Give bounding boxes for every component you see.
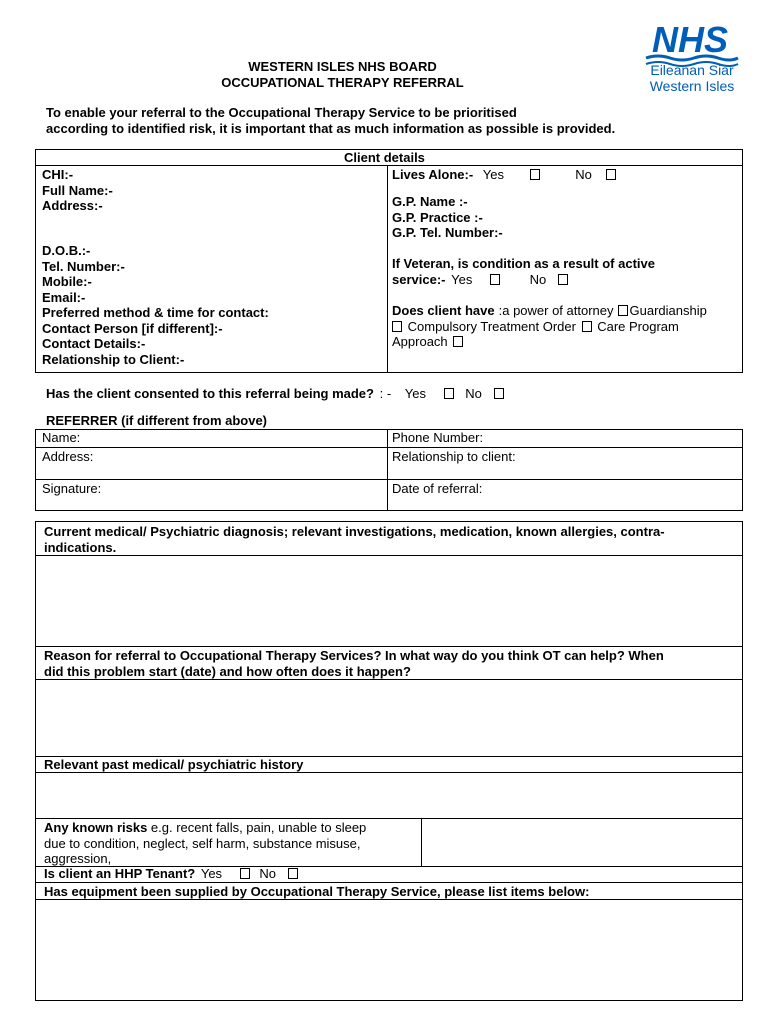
risks-line3: aggression, — [44, 851, 112, 866]
hhp-yes: Yes — [200, 866, 223, 881]
gp-name-label: G.P. Name :- — [392, 194, 468, 209]
gp-details — [392, 194, 503, 241]
diagnosis-line1: Current medical/ Psychiatric diagnosis; relevant investigations, medication, known allergies, contra- — [44, 524, 665, 539]
referrer-address-label: Address: — [42, 449, 94, 464]
client-left-column — [42, 167, 113, 214]
email-label: Email:- — [42, 289, 86, 305]
referrer-name-label: Name: — [42, 430, 81, 445]
chi-label: CHI:- — [42, 167, 74, 182]
consent-sep: : - — [379, 386, 392, 401]
mobile-label: Mobile:- — [42, 274, 92, 289]
preferred-contact-label: Preferred method & time for contact: — [42, 305, 269, 320]
hhp-row — [44, 866, 300, 882]
lives-alone-label: Lives Alone:- — [392, 167, 474, 182]
diagnosis-heading — [44, 524, 665, 555]
gp-practice-label: G.P. Practice :- — [392, 209, 483, 225]
consent-no: No — [465, 386, 482, 401]
consent-question: Has the client consented to this referral being made? — [46, 386, 374, 401]
cto-checkbox[interactable] — [582, 321, 592, 332]
referrer-date-label: Date of referral: — [392, 481, 483, 496]
consent-row — [46, 386, 506, 402]
care-program-checkbox[interactable] — [453, 336, 463, 347]
reason-heading — [44, 648, 664, 679]
care-program-label: Care Program — [597, 318, 679, 334]
referrer-heading: REFERRER (if different from above) — [46, 413, 268, 428]
reason-line2: did this problem start (date) and how often does it happen? — [44, 663, 411, 679]
referrer-signature-label: Signature: — [42, 481, 102, 496]
approach-label: Approach — [392, 334, 448, 349]
contact-person-label: Contact Person [if different]:- — [42, 320, 223, 336]
intro-line2: according to identified risk, it is important that as much information as possible is provided. — [46, 121, 616, 136]
nhs-logo-wordmark: NHS — [651, 19, 729, 60]
lives-alone-yes-checkbox[interactable] — [530, 169, 540, 180]
referrer-relationship-label: Relationship to client: — [392, 449, 516, 464]
risks-line2: due to condition, neglect, self harm, substance misuse, — [44, 835, 361, 851]
address-label: Address:- — [42, 198, 103, 213]
guardianship-label: Guardianship — [629, 303, 707, 318]
veteran-no: No — [529, 271, 547, 287]
relationship-label: Relationship to Client:- — [42, 351, 185, 367]
full-name-label: Full Name:- — [42, 182, 113, 198]
intro-line1: To enable your referral to the Occupational Therapy Service to be prioritised — [46, 105, 517, 120]
poa-checkbox[interactable] — [618, 305, 628, 316]
guardianship-checkbox[interactable] — [392, 321, 402, 332]
history-heading: Relevant past medical/ psychiatric history — [44, 757, 304, 772]
poa-label: :a power of attorney — [498, 303, 614, 318]
referrer-table — [35, 429, 743, 511]
does-client-have-label: Does client have — [392, 303, 495, 318]
dob-label: D.O.B.:- — [42, 243, 91, 258]
intro-text — [46, 105, 615, 137]
lives-alone-row — [392, 167, 618, 183]
lives-alone-no-checkbox[interactable] — [606, 169, 616, 180]
title-line2: OCCUPATIONAL THERAPY REFERRAL — [221, 75, 464, 90]
cto-label: Compulsory Treatment Order — [407, 318, 576, 334]
veteran-yes: Yes — [451, 271, 473, 287]
logo-line1: Eileanan Siar — [650, 62, 734, 78]
tel-label: Tel. Number:- — [42, 258, 125, 274]
consent-yes-checkbox[interactable] — [444, 388, 454, 399]
hhp-no: No — [259, 866, 276, 881]
veteran-question — [392, 256, 655, 287]
client-left-column-2 — [42, 243, 269, 367]
lives-alone-no: No — [575, 167, 592, 182]
veteran-yes-checkbox[interactable] — [490, 274, 500, 285]
page-title — [180, 59, 505, 91]
risks-text — [44, 820, 366, 867]
equipment-heading: Has equipment been supplied by Occupational Therapy Service, please list items below: — [44, 884, 590, 899]
client-details-heading: Client details — [344, 150, 425, 165]
hhp-yes-checkbox[interactable] — [240, 868, 250, 879]
diagnosis-line2: indications. — [44, 539, 117, 555]
risks-line1: e.g. recent falls, pain, unable to sleep — [147, 820, 367, 835]
consent-yes: Yes — [404, 386, 426, 401]
logo-line2: Western Isles — [649, 78, 735, 94]
nhs-logo — [638, 14, 743, 96]
hhp-no-checkbox[interactable] — [288, 868, 298, 879]
reason-line1: Reason for referral to Occupational Therapy Services? In what way do you think OT can help? When — [44, 648, 664, 663]
veteran-line2: service:- — [392, 271, 446, 287]
consent-no-checkbox[interactable] — [494, 388, 504, 399]
contact-details-label: Contact Details:- — [42, 336, 146, 351]
legal-status — [392, 303, 707, 350]
referrer-phone-label: Phone Number: — [392, 430, 484, 445]
risks-label: Any known risks — [44, 820, 148, 835]
lives-alone-yes: Yes — [482, 167, 504, 182]
gp-tel-label: G.P. Tel. Number:- — [392, 225, 503, 240]
title-line1: WESTERN ISLES NHS BOARD — [248, 59, 437, 74]
hhp-question: Is client an HHP Tenant? — [44, 866, 196, 881]
veteran-no-checkbox[interactable] — [558, 274, 568, 285]
veteran-line1: If Veteran, is condition as a result of active — [392, 256, 655, 271]
